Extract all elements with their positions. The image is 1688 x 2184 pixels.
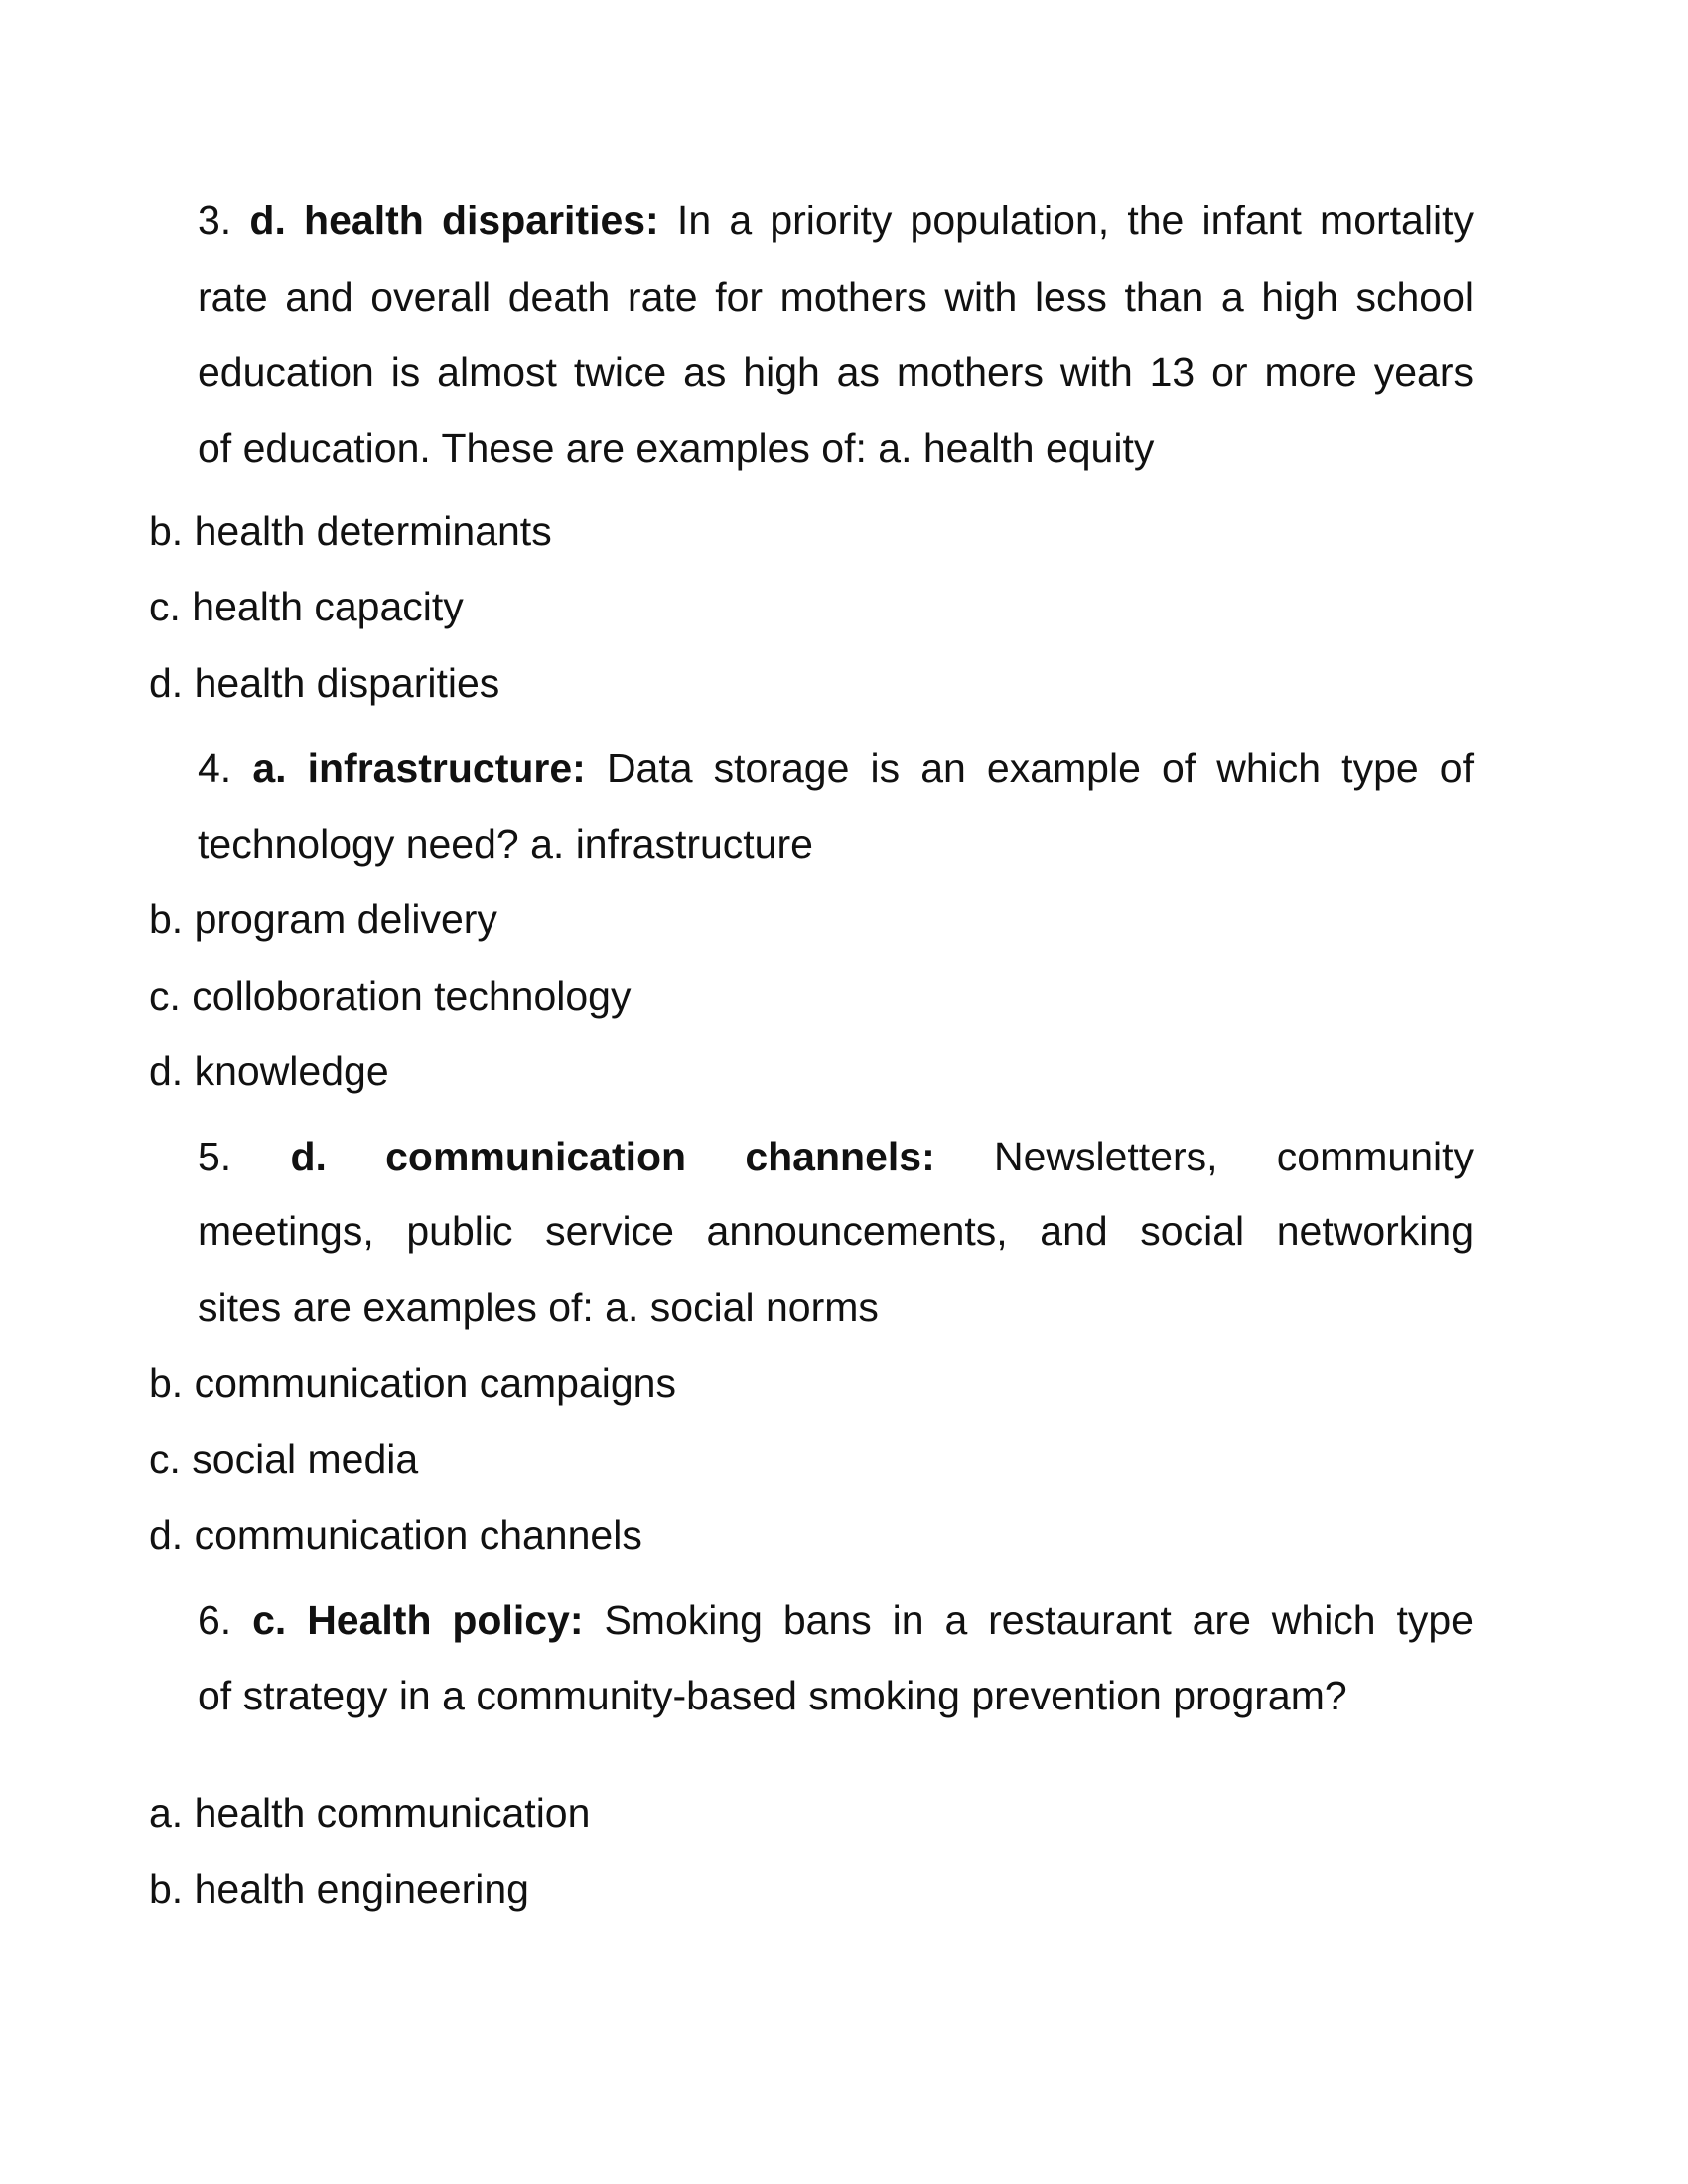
- question-5-line-2: meetings, public service announcements, and social networking: [198, 1208, 1474, 1254]
- question-4-line-2: technology need? a. infrastructure: [198, 821, 813, 867]
- option: b. program delivery: [149, 896, 497, 942]
- option: c. health capacity: [149, 584, 464, 629]
- option: b. health determinants: [149, 508, 552, 554]
- question-text: Smoking bans in a restaurant are which type: [604, 1597, 1474, 1643]
- question-3-line-1: [198, 195, 1474, 246]
- question-number: 4.: [198, 746, 232, 791]
- option: d. knowledge: [149, 1048, 389, 1094]
- question-5-line-3: sites are examples of: a. social norms: [198, 1285, 879, 1330]
- question-3-line-2: rate and overall death rate for mothers with less than a high school: [198, 274, 1474, 320]
- option: c. social media: [149, 1436, 419, 1482]
- question-6-line-1: [198, 1594, 1474, 1646]
- answer-key: d. health disparities:: [249, 198, 659, 243]
- option: d. communication channels: [149, 1512, 642, 1558]
- question-3-line-4: of education. These are examples of: a. health equity: [198, 425, 1155, 471]
- question-number: 5.: [198, 1134, 232, 1179]
- option: c. colloboration technology: [149, 973, 632, 1019]
- answer-key: c. Health policy:: [252, 1597, 584, 1643]
- question-4-line-1: [198, 743, 1474, 794]
- question-number: 3.: [198, 198, 232, 243]
- option: b. communication campaigns: [149, 1360, 676, 1406]
- option: d. health disparities: [149, 660, 500, 706]
- question-text: Newsletters, community: [993, 1134, 1474, 1179]
- question-text: In a priority population, the infant mortality: [676, 198, 1474, 243]
- question-5-line-1: [198, 1131, 1474, 1182]
- answer-key: d. communication channels:: [290, 1134, 935, 1179]
- option: a. health communication: [149, 1790, 591, 1836]
- question-text: Data storage is an example of which type of: [606, 746, 1474, 791]
- option: b. health engineering: [149, 1866, 529, 1912]
- answer-key: a. infrastructure:: [252, 746, 586, 791]
- question-3-line-3: education is almost twice as high as mothers with 13 or more years: [198, 349, 1474, 395]
- question-6-line-2: of strategy in a community-based smoking prevention program?: [198, 1673, 1347, 1718]
- question-number: 6.: [198, 1597, 232, 1643]
